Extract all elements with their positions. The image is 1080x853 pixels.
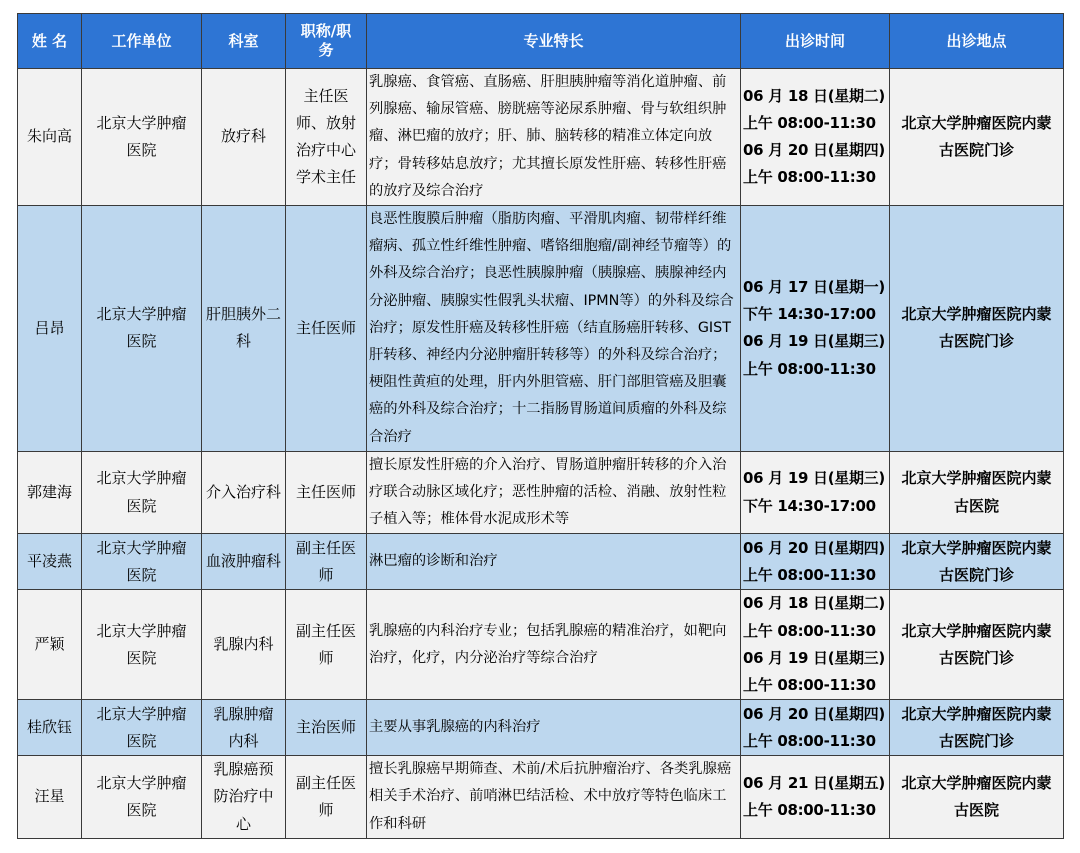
clinic-date: 06 月 17 日(星期一)	[743, 278, 885, 297]
clinic-time	[741, 69, 890, 206]
clinic-time	[741, 590, 890, 700]
job-title: 副主任医师	[286, 756, 367, 839]
clinic-hours: 下午 14:30-17:00	[743, 496, 876, 515]
clinic-location: 北京大学肿瘤医院内蒙古医院门诊	[890, 534, 1064, 590]
job-title: 副主任医师	[286, 590, 367, 700]
work-unit: 北京大学肿瘤医院	[82, 700, 202, 756]
clinic-time	[741, 206, 890, 452]
clinic-location: 北京大学肿瘤医院内蒙古医院门诊	[890, 206, 1064, 452]
clinic-date: 06 月 19 日(星期三)	[743, 648, 885, 667]
clinic-schedule-table	[17, 13, 1064, 839]
clinic-location: 北京大学肿瘤医院内蒙古医院	[890, 451, 1064, 534]
clinic-date: 06 月 18 日(星期二)	[743, 86, 885, 105]
work-unit: 北京大学肿瘤医院	[82, 534, 202, 590]
department: 血液肿瘤科	[202, 534, 286, 590]
job-title: 主任医师、放射治疗中心学术主任	[286, 69, 367, 206]
doctor-name: 吕昂	[18, 206, 82, 452]
table-row	[18, 700, 1064, 756]
work-unit: 北京大学肿瘤医院	[82, 451, 202, 534]
specialty: 乳腺癌的内科治疗专业；包括乳腺癌的精准治疗，如靶向治疗，化疗，内分泌治疗等综合治疗	[367, 590, 741, 700]
job-title: 副主任医师	[286, 534, 367, 590]
doctor-name: 朱向高	[18, 69, 82, 206]
department: 乳腺肿瘤内科	[202, 700, 286, 756]
header-specialty: 专业特长	[367, 14, 741, 69]
clinic-date: 06 月 21 日(星期五)	[743, 773, 885, 792]
job-title: 主任医师	[286, 206, 367, 452]
work-unit: 北京大学肿瘤医院	[82, 756, 202, 839]
table-row	[18, 756, 1064, 839]
header-unit: 工作单位	[82, 14, 202, 69]
clinic-date: 06 月 20 日(星期四)	[743, 141, 885, 159]
clinic-hours: 上午 08:00-11:30	[743, 359, 876, 378]
work-unit: 北京大学肿瘤医院	[82, 206, 202, 452]
clinic-hours: 上午 08:00-11:30	[743, 621, 876, 640]
department: 肝胆胰外二科	[202, 206, 286, 452]
specialty: 良恶性腹膜后肿瘤（脂肪肉瘤、平滑肌肉瘤、韧带样纤维瘤病、孤立性纤维性肿瘤、嗜铬细胞瘤/副神经节瘤等）的外科及综合治疗；良恶性胰腺肿瘤（胰腺癌、胰腺神经内分泌肿瘤、胰腺实性假乳头状瘤、IPMN等）的外科及综合治疗；原发性肝癌及转移性肝癌（结直肠癌肝转移、GIST 肝转移、神经内分泌肿瘤肝转移等）的外科及综合治疗；梗阻性黄疸的处理，肝内外胆管癌、肝门部胆管癌及胆囊癌的外科及综合治疗；十二指肠胃肠道间质瘤的外科及综合治疗	[367, 206, 741, 452]
table-row	[18, 69, 1064, 206]
department: 乳腺癌预防治疗中心	[202, 756, 286, 839]
header-name: 姓 名	[18, 14, 82, 69]
clinic-date: 06 月 19 日(星期三)	[743, 332, 885, 351]
header-dept: 科室	[202, 14, 286, 69]
header-title: 职称/职务	[286, 14, 367, 69]
work-unit: 北京大学肿瘤医院	[82, 590, 202, 700]
table-row	[18, 534, 1064, 590]
specialty: 淋巴瘤的诊断和治疗	[367, 534, 741, 590]
work-unit: 北京大学肿瘤医院	[82, 69, 202, 206]
clinic-hours: 上午 08:00-11:30	[743, 801, 876, 820]
job-title: 主任医师	[286, 451, 367, 534]
specialty: 擅长乳腺癌早期筛查、术前/术后抗肿瘤治疗、各类乳腺癌相关手术治疗、前哨淋巴结活检、术中放疗等特色临床工作和科研	[367, 756, 741, 839]
specialty: 乳腺癌、食管癌、直肠癌、肝胆胰肿瘤等消化道肿瘤、前列腺癌、输尿管癌、膀胱癌等泌尿系肿瘤、骨与软组织肿瘤、淋巴瘤的放疗；肝、肺、脑转移的精准立体定向放疗；骨转移姑息放疗；尤其擅长原发性肝癌、转移性肝癌的放疗及综合治疗	[367, 69, 741, 206]
clinic-hours: 上午 08:00-11:30	[743, 731, 876, 750]
clinic-hours: 上午 08:00-11:30	[743, 168, 876, 187]
clinic-location: 北京大学肿瘤医院内蒙古医院门诊	[890, 69, 1064, 206]
clinic-hours: 上午 08:00-11:30	[743, 113, 876, 132]
doctor-name: 严颖	[18, 590, 82, 700]
clinic-time	[741, 534, 890, 590]
clinic-location: 北京大学肿瘤医院内蒙古医院门诊	[890, 590, 1064, 700]
department: 介入治疗科	[202, 451, 286, 534]
table-row	[18, 590, 1064, 700]
department: 乳腺内科	[202, 590, 286, 700]
header-location: 出诊地点	[890, 14, 1064, 69]
job-title: 主治医师	[286, 700, 367, 756]
header-row	[18, 14, 1064, 69]
clinic-date: 06 月 19 日(星期三)	[743, 469, 885, 488]
clinic-hours: 上午 08:00-11:30	[743, 565, 876, 584]
clinic-time	[741, 700, 890, 756]
clinic-location: 北京大学肿瘤医院内蒙古医院	[890, 756, 1064, 839]
doctor-name: 平凌燕	[18, 534, 82, 590]
clinic-date: 06 月 20 日(星期四)	[743, 538, 885, 557]
clinic-time	[741, 451, 890, 534]
table-row	[18, 206, 1064, 452]
doctor-name: 桂欣钰	[18, 700, 82, 756]
clinic-date: 06 月 18 日(星期二)	[743, 594, 885, 613]
department: 放疗科	[202, 69, 286, 206]
doctor-name: 汪星	[18, 756, 82, 839]
clinic-hours: 上午 08:00-11:30	[743, 676, 876, 695]
table-row	[18, 451, 1064, 534]
clinic-time	[741, 756, 890, 839]
clinic-date: 06 月 20 日(星期四)	[743, 704, 885, 723]
clinic-location: 北京大学肿瘤医院内蒙古医院门诊	[890, 700, 1064, 756]
specialty: 主要从事乳腺癌的内科治疗	[367, 700, 741, 756]
specialty: 擅长原发性肝癌的介入治疗、胃肠道肿瘤肝转移的介入治疗联合动脉区域化疗；恶性肿瘤的活检、消融、放射性粒子植入等；椎体骨水泥成形术等	[367, 451, 741, 534]
clinic-hours: 下午 14:30-17:00	[743, 305, 876, 324]
doctor-name: 郭建海	[18, 451, 82, 534]
header-time: 出诊时间	[741, 14, 890, 69]
